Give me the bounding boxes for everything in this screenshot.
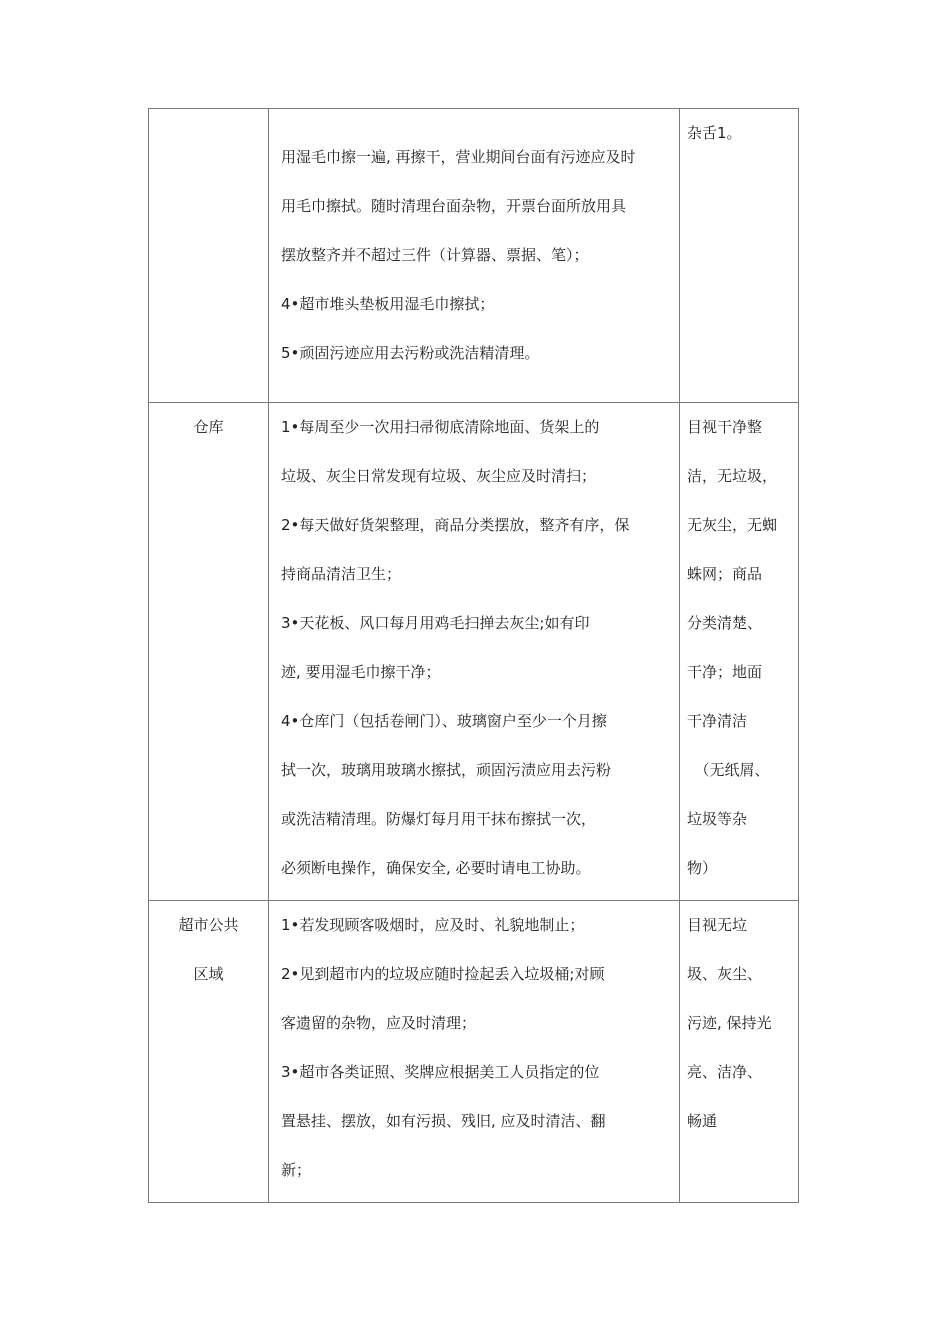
area-label: 仓库 xyxy=(193,418,224,436)
standard-line: 干净；地面 xyxy=(687,663,763,681)
standard-line: 洁，无垃圾， xyxy=(687,467,778,485)
standard-line: 目视干净整 xyxy=(687,418,763,436)
content-line: 用毛巾擦拭。随时清理台面杂物，开票台面所放用具 xyxy=(281,197,627,215)
content-line: 客遗留的杂物，应及时清理； xyxy=(281,1014,477,1032)
content-line: 或洗洁精清理。防爆灯每月用干抹布擦拭一次， xyxy=(281,810,597,828)
table-row xyxy=(149,109,799,403)
standard-cell xyxy=(680,901,799,1203)
content-line: 用湿毛巾擦一遍, 再擦干，营业期间台面有污迹应及时 xyxy=(281,148,636,166)
standard-cell xyxy=(680,109,799,403)
content-line: 必须断电操作，确保安全, 必要时请电工协助。 xyxy=(281,859,591,877)
standard-line: （无纸屑、 xyxy=(687,761,770,779)
content-line: 垃圾、灰尘日常发现有垃圾、灰尘应及时清扫； xyxy=(281,467,597,485)
standard-line: 杂舌1。 xyxy=(687,124,742,142)
content-line: 3•天花板、风口每月用鸡毛扫掸去灰尘;如有印 xyxy=(281,614,590,632)
content-line: 持商品清洁卫生； xyxy=(281,565,402,583)
standard-line: 分类清楚、 xyxy=(687,614,763,632)
table-row xyxy=(149,901,799,1203)
area-cell xyxy=(149,403,269,901)
content-line: 5•顽固污迹应用去污粉或洗洁精清理。 xyxy=(281,344,540,362)
standard-line: 目视无垃 xyxy=(687,916,748,934)
content-cell xyxy=(269,109,680,403)
standard-line: 干净清洁 xyxy=(687,712,748,730)
content-line: 拭一次，玻璃用玻璃水擦拭，顽固污渍应用去污粉 xyxy=(281,761,612,779)
standard-line: 畅通 xyxy=(687,1112,718,1130)
standard-line: 蛛网；商品 xyxy=(687,565,763,583)
content-line: 2•每天做好货架整理，商品分类摆放，整齐有序，保 xyxy=(281,516,630,534)
content-line: 3•超市各类证照、奖牌应根据美工人员指定的位 xyxy=(281,1063,600,1081)
content-cell xyxy=(269,403,680,901)
content-line: 新； xyxy=(281,1161,312,1179)
standard-line: 垃圾等杂 xyxy=(687,810,748,828)
content-line: 1•若发现顾客吸烟时，应及时、礼貌地制止； xyxy=(281,916,585,934)
area-label: 超市公共 xyxy=(178,916,239,934)
content-line: 4•超市堆头垫板用湿毛巾擦拭； xyxy=(281,295,495,313)
content-line: 摆放整齐并不超过三件（计算器、票据、笔）； xyxy=(281,246,589,264)
area-cell xyxy=(149,901,269,1203)
area-cell xyxy=(149,109,269,403)
table-row xyxy=(149,403,799,901)
content-line: 置悬挂、摆放，如有污损、残旧, 应及时清洁、翻 xyxy=(281,1112,606,1130)
standard-line: 污迹, 保持光 xyxy=(687,1014,772,1032)
content-line: 4•仓库门（包括卷闸门）、玻璃窗户至少一个月擦 xyxy=(281,712,607,730)
cleaning-standards-table xyxy=(148,108,799,1203)
content-line: 迹, 要用湿毛巾擦干净； xyxy=(281,663,441,681)
content-line: 1•每周至少一次用扫帚彻底清除地面、货架上的 xyxy=(281,418,600,436)
content-cell xyxy=(269,901,680,1203)
standard-line: 物） xyxy=(687,859,718,877)
standard-line: 圾、灰尘、 xyxy=(687,965,763,983)
area-label: 区域 xyxy=(193,965,224,983)
content-line: 2•见到超市内的垃圾应随时捡起丢入垃圾桶;对顾 xyxy=(281,965,605,983)
standard-line: 亮、洁净、 xyxy=(687,1063,763,1081)
standard-line: 无灰尘，无蜘 xyxy=(687,516,778,534)
standard-cell xyxy=(680,403,799,901)
